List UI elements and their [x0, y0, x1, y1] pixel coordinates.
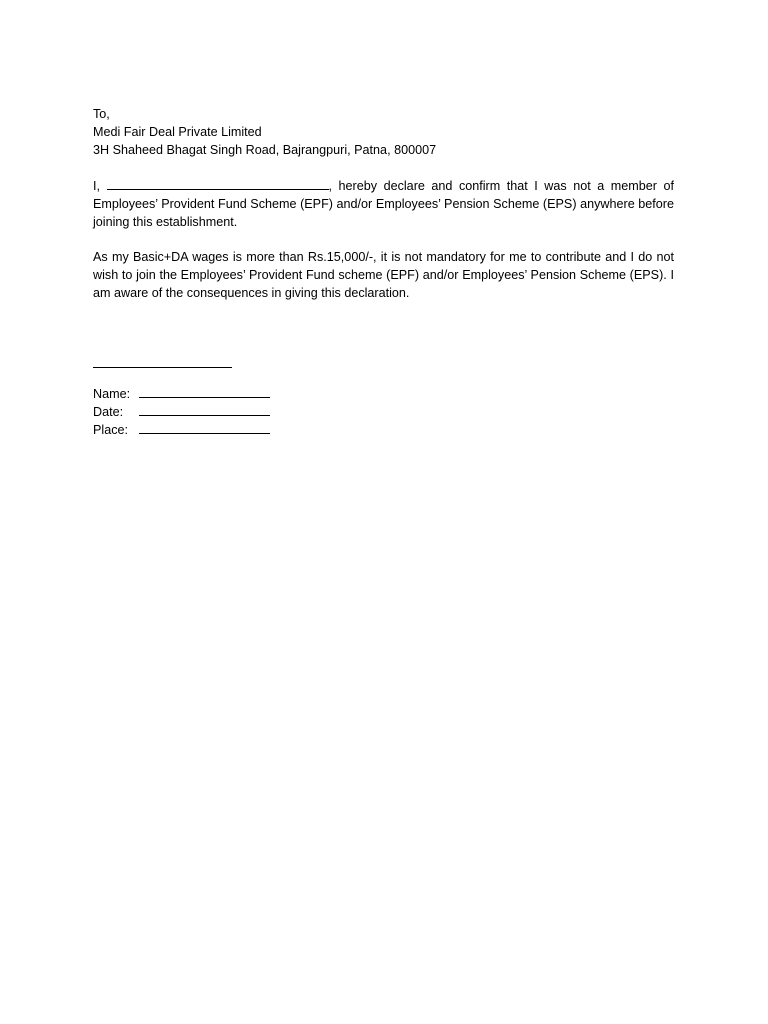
declaration-prefix: I, — [93, 179, 100, 193]
declaration-paragraph — [93, 177, 674, 231]
spacer — [93, 231, 674, 248]
signature-line[interactable] — [93, 355, 232, 368]
salutation: To, — [93, 107, 110, 121]
declarant-name-blank[interactable] — [107, 177, 329, 190]
spacer — [93, 302, 674, 355]
declaration-letter — [93, 105, 674, 439]
wages-paragraph: As my Basic+DA wages is more than Rs.15,000/-, it is not mandatory for me to contribute and I do not wish to join the Employees’ Provident Fund scheme (EPF) and/or Employees’ Pension Scheme (EPS). I am aware of the consequences in giving this declaration. — [93, 250, 674, 300]
name-label: Name: — [93, 387, 131, 401]
name-field-row — [93, 385, 674, 403]
place-label: Place: — [93, 423, 129, 437]
recipient-name: Medi Fair Deal Private Limited — [93, 125, 262, 139]
recipient-address: 3H Shaheed Bhagat Singh Road, Bajrangpuri, Patna, 800007 — [93, 143, 437, 157]
date-label: Date: — [93, 405, 124, 419]
place-blank[interactable] — [139, 421, 270, 434]
name-blank[interactable] — [139, 385, 270, 398]
spacer — [93, 368, 674, 385]
declaration-text: , hereby declare and confirm that I was not a member of Employees’ Provident Fund Scheme (EPF) and/or Employees’ Pension Scheme (EPS) anywhere before joining this establishment. — [93, 179, 675, 229]
date-blank[interactable] — [139, 403, 270, 416]
spacer — [93, 159, 674, 177]
place-field-row — [93, 421, 674, 439]
date-field-row — [93, 403, 674, 421]
